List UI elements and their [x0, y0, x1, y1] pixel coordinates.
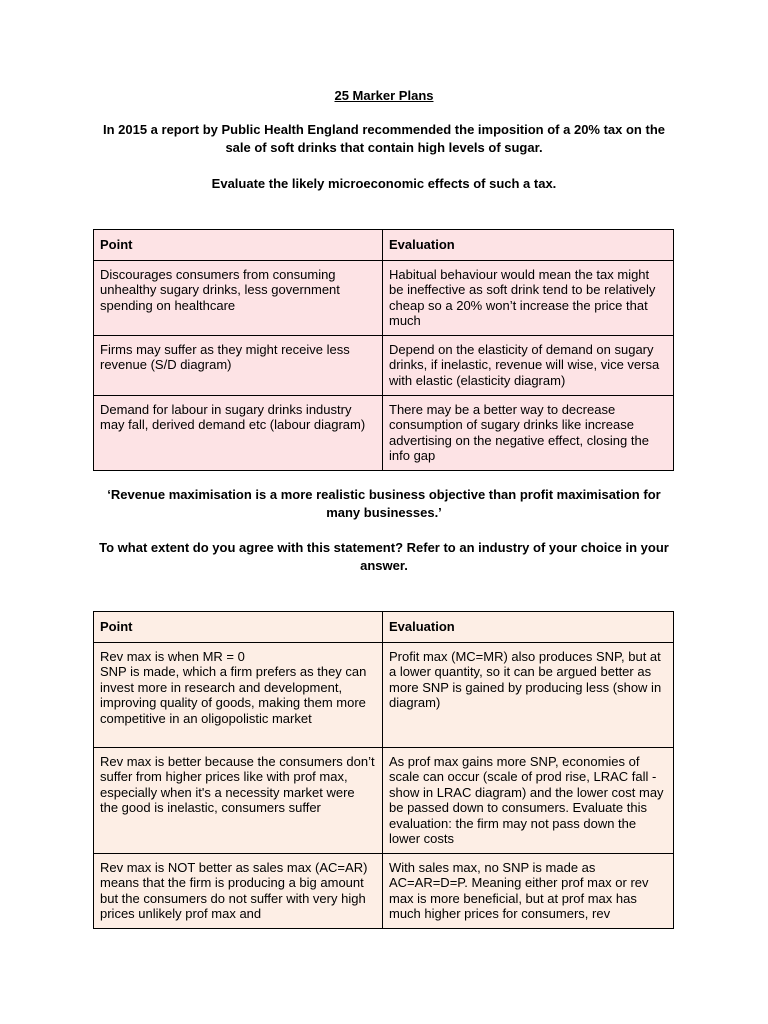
evaluation-cell: Depend on the elasticity of demand on sugary drinks, if inelastic, revenue will wise, vice versa with elastic (elasticity diagram)	[383, 335, 674, 395]
table-row	[94, 853, 674, 928]
table-header-row	[94, 230, 674, 261]
point-cell: Firms may suffer as they might receive less revenue (S/D diagram)	[94, 335, 383, 395]
table-row	[94, 335, 674, 395]
column-header-evaluation: Evaluation	[383, 612, 674, 643]
point-cell: Rev max is better because the consumers don’t suffer from higher prices like with prof max, especially when it's a necessity market were the good is inelastic, consumers suffer	[94, 747, 383, 853]
question2-statement: ‘Revenue maximisation is a more realistic business objective than profit maximisation for many businesses.’	[107, 487, 661, 520]
plan-table-2	[93, 611, 674, 929]
table-row	[94, 260, 674, 335]
column-header-point: Point	[94, 612, 383, 643]
point-cell: Demand for labour in sugary drinks industry may fall, derived demand etc (labour diagram)	[94, 395, 383, 470]
evaluation-cell: With sales max, no SNP is made as AC=AR=D=P. Meaning either prof max or rev max is more beneficial, but at prof max has much higher prices for consumers, rev	[383, 853, 674, 928]
question1-statement: In 2015 a report by Public Health England recommended the imposition of a 20% tax on the sale of soft drinks that contain high levels of sugar.	[102, 122, 665, 155]
evaluation-cell: There may be a better way to decrease consumption of sugary drinks like increase advertising on the negative effect, closing the info gap	[383, 395, 674, 470]
table-header-row	[94, 612, 674, 643]
plan-table-1	[93, 229, 674, 471]
question2-task: To what extent do you agree with this statement? Refer to an industry of your choice in your answer.	[99, 540, 669, 573]
point-cell: Rev max is NOT better as sales max (AC=AR) means that the firm is producing a big amount but the consumers do not suffer with very high prices unlikely prof max and	[94, 853, 383, 928]
column-header-evaluation: Evaluation	[383, 230, 674, 261]
column-header-point: Point	[94, 230, 383, 261]
evaluation-cell: Profit max (MC=MR) also produces SNP, but at a lower quantity, so it can be argued better as more SNP is gained by producing less (show in diagram)	[383, 642, 674, 747]
page-title: 25 Marker Plans	[334, 88, 434, 103]
question1-task: Evaluate the likely microeconomic effects of such a tax.	[211, 176, 557, 191]
point-cell: Rev max is when MR = 0 SNP is made, which a firm prefers as they can invest more in research and development, improving quality of goods, making them more competitive in an oligopolistic market	[94, 642, 383, 747]
table-row	[94, 395, 674, 470]
table-row	[94, 747, 674, 853]
evaluation-cell: As prof max gains more SNP, economies of scale can occur (scale of prod rise, LRAC fall - show in LRAC diagram) and the lower cost may be passed down to consumers. Evaluate this evaluation: the firm may not pass down the lower costs	[383, 747, 674, 853]
evaluation-cell: Habitual behaviour would mean the tax might be ineffective as soft drink tend to be relatively cheap so a 20% won’t increase the price that much	[383, 260, 674, 335]
table-row	[94, 642, 674, 747]
point-cell: Discourages consumers from consuming unhealthy sugary drinks, less government spending on healthcare	[94, 260, 383, 335]
